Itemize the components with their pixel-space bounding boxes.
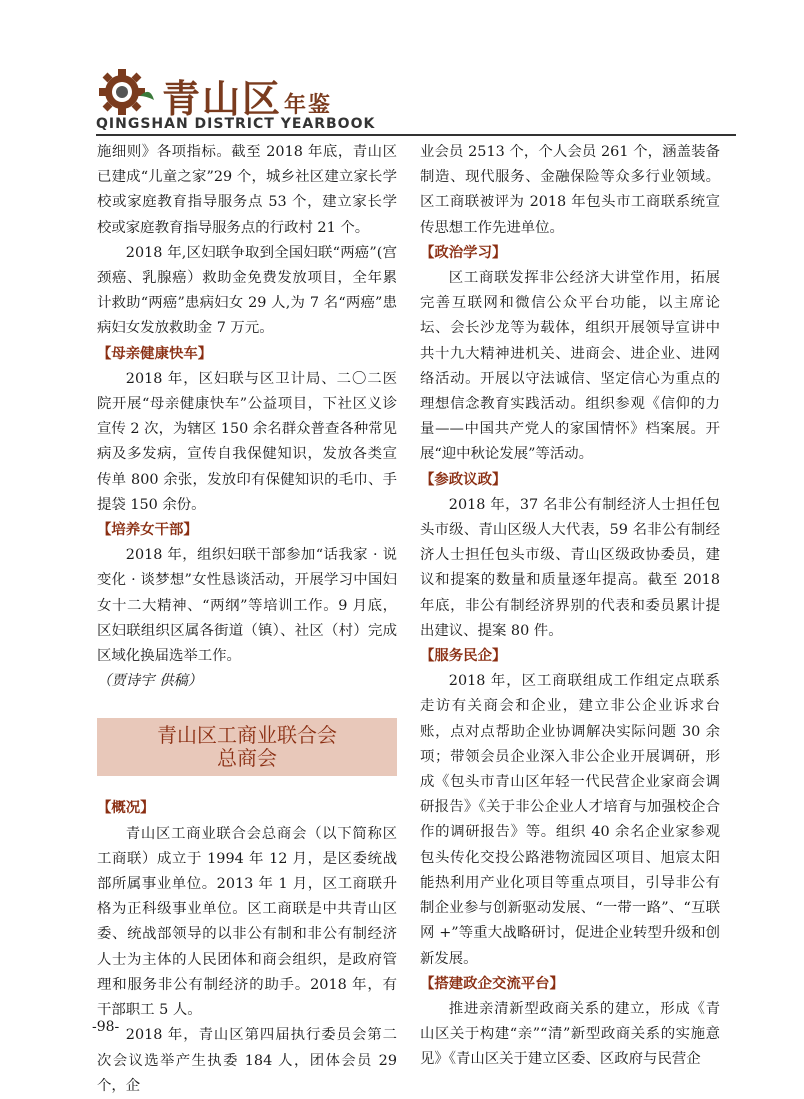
brand-subtitle: 年鉴 [284, 92, 333, 118]
paragraph: 2018 年，青山区第四届执行委员会第二次会议选举产生执委 184 人，团体会员 29 个，企 [97, 1027, 397, 1094]
brand-title [162, 68, 332, 123]
section-title-box [97, 718, 397, 776]
author-credit: （贾诗宇 供稿） [97, 673, 203, 690]
paragraph: 区工商联发挥非公经济大讲堂作用，拓展完善互联网和微信公众平台功能，以主席论坛、会长沙龙等为载体，组织开展领导宣讲中共十九大精神进机关、进商会、进企业、进网络活动。开展以守法诚信、坚定信心为重点的理想信念教育实践活动。组织参观《信仰的力量——中国共产党人的家国情怀》档案展。开展“迎中秋论发展”等活动。 [420, 270, 720, 463]
paragraph: 推进亲清新型政商关系的建立，形成《青山区关于构建“亲”“清”新型政商关系的实施意见》《青山区关于建立区委、区政府与民营企 [420, 1000, 720, 1068]
page-number: -98- [92, 1019, 120, 1035]
left-column [97, 140, 397, 1099]
section-heading: 【参政议政】 [420, 471, 507, 488]
section-title-line-2: 总商会 [217, 746, 277, 771]
brand-english: QINGSHAN DISTRICT YEARBOOK [96, 116, 376, 132]
section-heading: 【培养女干部】 [97, 522, 198, 539]
section-heading: 【搭建政企交流平台】 [420, 975, 564, 992]
section-heading: 【概况】 [97, 800, 155, 817]
section-title-line-1: 青山区工商业联合会 [157, 723, 337, 748]
page-header [96, 66, 736, 132]
gear-emblem-icon [96, 66, 156, 116]
paragraph: 2018 年，区工商联组成工作组定点联系走访有关商会和企业，建立非公企业诉求台账，点对点帮助企业协调解决实际问题 30 余项；带领会员企业深入非公企业开展调研，形成《包头市青山区年轻一代民营企业家商会调研报告》《关于非公企业人才培育与加强校企合作的调研报告》等。组织 40 余名企业家参观包头传化交投公路港物流园区项目、旭宸太阳能热利用产业化项目等重点项目，引导非公有制企业参与创新驱动发展、“一带一路”、“互联网 +”等重大战略研讨，促进企业转型升级和创新发展。 [420, 673, 720, 967]
paragraph: 2018 年，组织妇联干部参加“话我家 · 说变化 · 谈梦想”女性恳谈活动，开展学习中国妇女十二大精神、“两纲”等培训工作。9 月底，区妇联组织区属各街道（镇）、社区（村）完成区域化换届选举工作。 [97, 547, 397, 665]
paragraph: 业会员 2513 个，个人会员 261 个，涵盖装备制造、现代服务、金融保险等众多行业领域。区工商联被评为 2018 年包头市工商联系统宣传思想工作先进单位。 [420, 144, 720, 236]
section-heading: 【服务民企】 [420, 648, 507, 665]
paragraph: 施细则》各项指标。截至 2018 年底，青山区已建成“儿童之家”29 个，城乡社区建立家长学校或家庭教育指导服务点 53 个，建立家长学校或家庭教育指导服务点的行政村 21 个。 [97, 144, 397, 236]
paragraph: 青山区工商业联合会总商会（以下简称区工商联）成立于 1994 年 12 月，是区委统战部所属事业单位。2013 年 1 月，区工商联升格为正科级事业单位。区工商联是中共青山区委、统战部领导的以非公有制和非公有制经济人士为主体的人民团体和商会组织，是政府管理和服务非公有制经济的助手。2018 年，有干部职工 5 人。 [97, 825, 397, 1019]
paragraph: 2018 年，37 名非公有制经济人士担任包头市级、青山区级人大代表，59 名非公有制经济人士担任包头市级、青山区级政协委员，建议和提案的数量和质量逐年提高。截至 2018 年底，非公有制经济界别的代表和委员累计提出建议、提案 80 件。 [420, 496, 720, 639]
section-heading: 【政治学习】 [420, 244, 507, 261]
paragraph: 2018 年，区妇联与区卫计局、二〇二医院开展“母亲健康快车”公益项目，下社区义诊宣传 2 次，为辖区 150 余名群众普查各种常见病及多发病，宣传自我保健知识，发放各类宣传单 800 余张，发放印有保健知识的毛巾、手提袋 150 余份。 [97, 370, 397, 513]
section-heading: 【母亲健康快车】 [97, 345, 213, 362]
right-column [420, 140, 720, 1073]
brand-name: 青山区 [162, 76, 283, 121]
header-rule [96, 134, 736, 136]
paragraph: 2018 年,区妇联争取到全国妇联“两癌”(宫颈癌、乳腺癌）救助金免费发放项目，全年累计救助“两癌”患病妇女 29 人,为 7 名“两癌”患病妇女发放救助金 7 万元。 [97, 244, 397, 337]
